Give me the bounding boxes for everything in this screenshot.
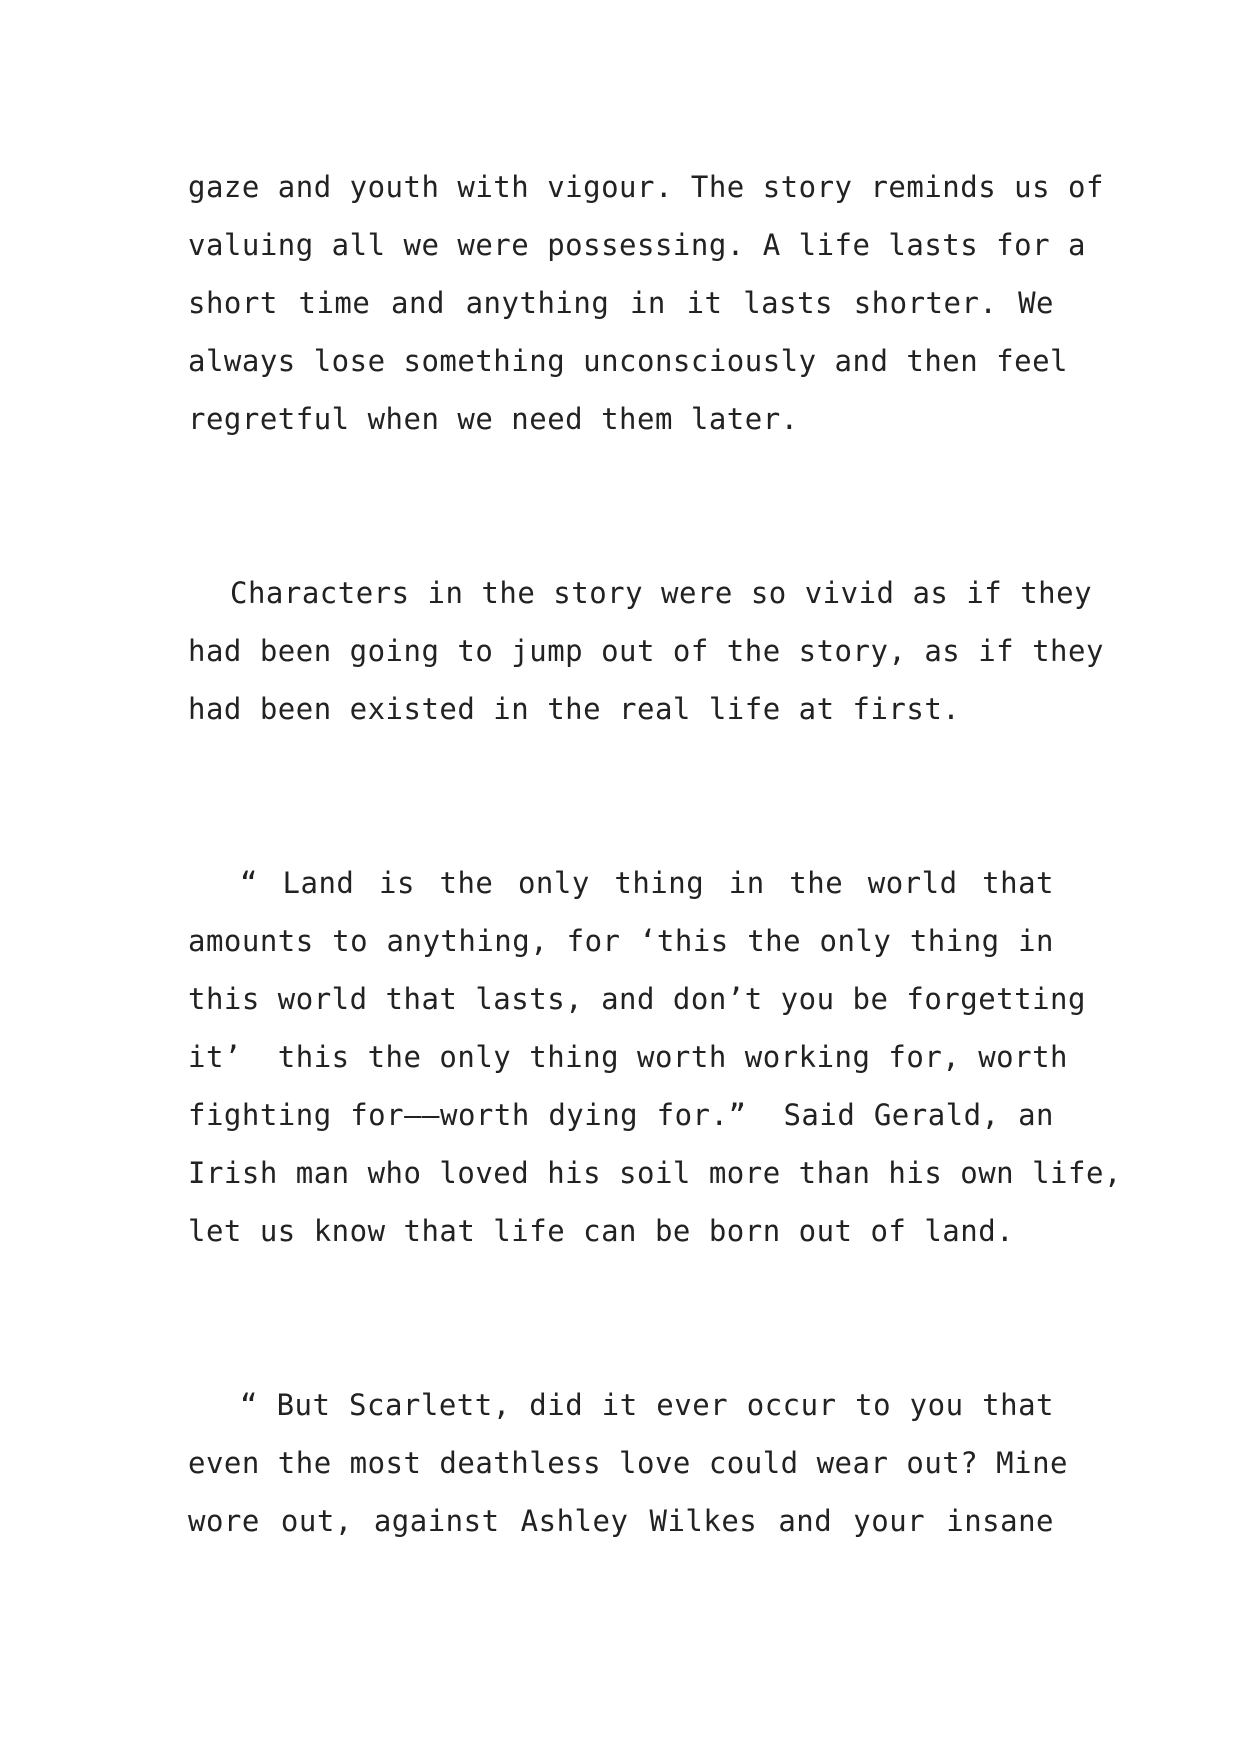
paragraph-1-line-2: valuing all we were possessing. A life lasts for a	[188, 228, 1086, 262]
paragraph-1-line-3: short time and anything in it lasts shorter. We	[188, 286, 1054, 320]
paragraph-4-line-2: even the most deathless love could wear out? Mine	[188, 1446, 1069, 1480]
paragraph-1-line-4: always lose something unconsciously and then feel	[188, 344, 1069, 378]
paragraph-2-line-1: Characters in the story were so vivid as if they	[230, 576, 1093, 610]
paragraph-1-line-5: regretful when we need them later.	[188, 402, 799, 436]
paragraph-4-line-3: wore out, against Ashley Wilkes and your insane	[188, 1504, 1054, 1538]
paragraph-3-line-6: Irish man who loved his soil more than his own life,	[188, 1156, 1122, 1190]
paragraph-3-line-7: let us know that life can be born out of land.	[188, 1214, 1015, 1248]
paragraph-3-line-5: fighting for——worth dying for.” Said Gerald, an	[188, 1098, 1054, 1132]
paragraph-3-line-1: “ Land is the only thing in the world that	[240, 866, 1054, 900]
paragraph-3-line-2: amounts to anything, for ‘this the only thing in	[188, 924, 1054, 958]
paragraph-1-line-1: gaze and youth with vigour. The story reminds us of	[188, 170, 1104, 204]
paragraph-3-line-4: it’ this the only thing worth working for, worth	[188, 1040, 1069, 1074]
paragraph-4-line-1: “ But Scarlett, did it ever occur to you that	[240, 1388, 1054, 1422]
paragraph-3-line-3: this world that lasts, and don’t you be forgetting	[188, 982, 1086, 1016]
paragraph-2-line-3: had been existed in the real life at first.	[188, 692, 961, 726]
paragraph-2-line-2: had been going to jump out of the story, as if they	[188, 634, 1104, 668]
